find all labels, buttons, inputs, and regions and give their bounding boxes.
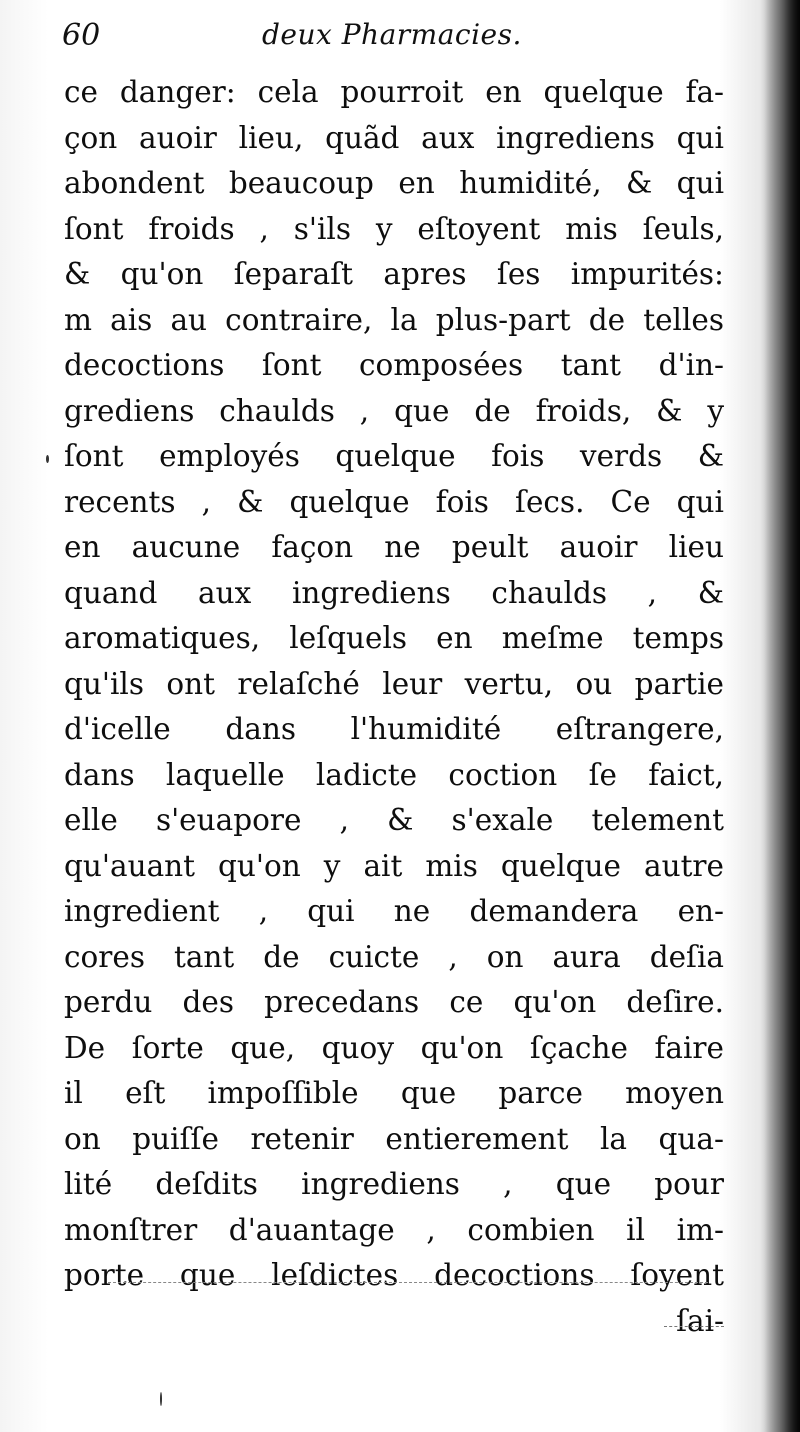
ink-speck: [46, 455, 49, 463]
text-line: quand aux ingrediens chaulds , &: [64, 575, 724, 610]
text-line: m ais au contraire, la plus-part de telles: [64, 302, 724, 337]
text-line: De ſorte que, quoy qu'on ſçache faire: [64, 1030, 724, 1065]
text-line: grediens chaulds , que de froids, & y: [64, 393, 724, 428]
text-line: qu'auant qu'on y ait mis quelque autre: [64, 848, 724, 883]
text-line: ſont froids , s'ils y eſtoyent mis ſeuls,: [64, 211, 724, 246]
text-line: lité deſdits ingrediens , que pour: [64, 1167, 724, 1201]
text-line: çon auoir lieu, quãd aux ingrediens qui: [64, 120, 724, 155]
text-line: porte que leſdictes decoctions ſoyent: [64, 1258, 724, 1292]
catchword: ſai-: [676, 1303, 724, 1338]
text-line: monſtrer d'auantage , combien il im-: [64, 1212, 724, 1247]
text-line: elle s'euapore , & s'exale telement: [64, 803, 724, 837]
text-line: ce danger: cela pourroit en quelque fa-: [64, 75, 724, 109]
text-line: dans laquelle ladicte coction ſe faict,: [64, 757, 724, 792]
text-line: perdu des precedans ce qu'on deſire.: [64, 985, 724, 1019]
text-line: en aucune façon ne peult auoir lieu: [64, 530, 724, 564]
text-line: ingredient , qui ne demandera en-: [64, 894, 724, 928]
text-line: on puiſſe retenir entierement la qua-: [64, 1121, 724, 1156]
body-text: [64, 70, 724, 1344]
text-line: il eſt impoſſible que parce moyen: [64, 1076, 724, 1110]
catchword-underline: [664, 1326, 724, 1327]
page-number: 60: [62, 18, 101, 53]
ink-speck: [160, 1392, 162, 1406]
text-line: ſont employés quelque fois verds &: [64, 439, 724, 473]
underline-mark: [108, 1282, 708, 1283]
text-line: & qu'on ſeparaſt apres ſes impurités:: [64, 257, 724, 291]
text-line: cores tant de cuicte , on aura deſia: [64, 939, 724, 974]
text-line: d'icelle dans l'humidité eſtrangere,: [64, 712, 724, 746]
running-title: deux Pharmacies.: [262, 18, 522, 51]
text-line: qu'ils ont relaſché leur vertu, ou partie: [64, 666, 724, 701]
binding-shadow: [764, 0, 800, 1432]
text-line: decoctions ſont composées tant d'in-: [64, 348, 724, 382]
running-head: [62, 18, 702, 62]
text-line: recents , & quelque fois ſecs. Ce qui: [64, 484, 724, 519]
text-line: aromatiques, leſquels en meſme temps: [64, 621, 724, 655]
text-line: abondent beaucoup en humidité, & qui: [64, 166, 724, 200]
